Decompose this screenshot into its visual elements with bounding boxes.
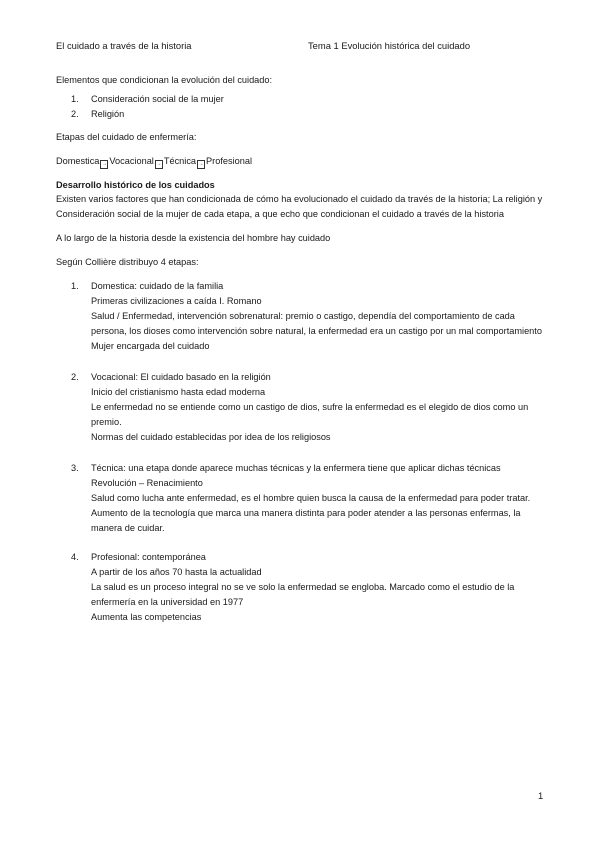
stage-body — [91, 370, 550, 445]
stage-line: Técnica: una etapa donde aparece muchas técnicas y la enfermera tiene que aplicar dichas técnicas — [91, 463, 501, 473]
stages-inline — [56, 154, 550, 169]
stage-item — [56, 461, 550, 536]
stage-body — [91, 550, 550, 625]
stage-line: Aumento de la tecnología que marca una manera distinta para poder atender a las personas enfermas, la manera de cuidar. — [91, 508, 521, 533]
stage-line: Salud / Enfermedad, intervención sobrenatural: premio o castigo, dependía del comportamiento de cada persona, los dioses como intervención sobre natural, la enfermedad era un castigo por un mal comportamiento — [91, 311, 542, 336]
stage-number: 1. — [71, 281, 79, 291]
page-number: 1 — [538, 790, 544, 801]
elements-heading: Elementos que condicionan la evolución del cuidado: — [56, 75, 273, 85]
arrow-icon: → — [156, 161, 162, 167]
header-right-title: Tema 1 Evolución histórica del cuidado — [308, 40, 471, 51]
stage-line: Domestica: cuidado de la familia — [91, 281, 224, 291]
stage-item — [56, 550, 550, 625]
stage-line: La salud es un proceso integral no se ve solo la enfermedad se engloba. Marcado como el estudio de la enfermería en la universidad en 1977 — [91, 582, 515, 607]
stage-line: Inicio del cristianismo hasta edad moderna — [91, 387, 266, 397]
stages-heading: Etapas del cuidado de enfermería: — [56, 132, 197, 142]
stage-inline-vocacional: Vocacional — [109, 156, 154, 166]
stage-line: Salud como lucha ante enfermedad, es el hombre quien busca la causa de la enfermedad para poder tratar. — [91, 493, 531, 503]
development-paragraph: Existen varios factores que han condicionada de cómo ha evolucionado el cuidado da través de la historia; La religión y Consideración social de la mujer de cada etapa, a que echo que condicionan el cuidado a través de la historia — [56, 194, 543, 219]
arrow-icon: → — [101, 161, 107, 167]
list-item — [56, 107, 550, 122]
stage-line: Aumenta las competencias — [91, 612, 202, 622]
list-text: Consideración social de la mujer — [91, 94, 224, 104]
stage-item — [56, 279, 550, 354]
stage-line: Vocacional: El cuidado basado en la religión — [91, 372, 271, 382]
list-item — [56, 92, 550, 107]
stage-number: 4. — [71, 552, 79, 562]
list-number: 2. — [71, 109, 79, 119]
stage-line: Normas del cuidado establecidas por idea de los religiosos — [91, 432, 331, 442]
stage-body — [91, 461, 550, 536]
section-title: Desarrollo histórico de los cuidados — [56, 180, 215, 190]
list-number: 1. — [71, 94, 79, 104]
development-line-1: A lo largo de la historia desde la existencia del hombre hay cuidado — [56, 233, 331, 243]
stage-line: Le enfermedad no se entiende como un castigo de dios, sufre la enfermedad es el elegido de dios como un premio. — [91, 402, 529, 427]
stage-line: Profesional: contemporánea — [91, 552, 206, 562]
stage-inline-tecnica: Técnica — [163, 156, 197, 166]
list-text: Religión — [91, 109, 125, 119]
stage-body — [91, 279, 550, 354]
stage-line: Revolución – Renacimiento — [91, 478, 203, 488]
stage-line: Mujer encargada del cuidado — [91, 341, 210, 351]
development-line-2: Según Collière distribuyo 4 etapas: — [56, 257, 199, 267]
arrow-icon: → — [198, 161, 204, 167]
stage-item — [56, 370, 550, 445]
stage-inline-profesional: Profesional — [206, 156, 252, 166]
stage-line: A partir de los años 70 hasta la actualidad — [91, 567, 262, 577]
stage-line: Primeras civilizaciones a caída I. Romano — [91, 296, 262, 306]
stage-number: 3. — [71, 463, 79, 473]
elements-list — [56, 92, 550, 122]
stage-number: 2. — [71, 372, 79, 382]
stage-inline-domestica: Domestica — [56, 156, 100, 166]
document-body — [56, 73, 550, 635]
header-left-title: El cuidado a través de la historia — [56, 40, 192, 51]
